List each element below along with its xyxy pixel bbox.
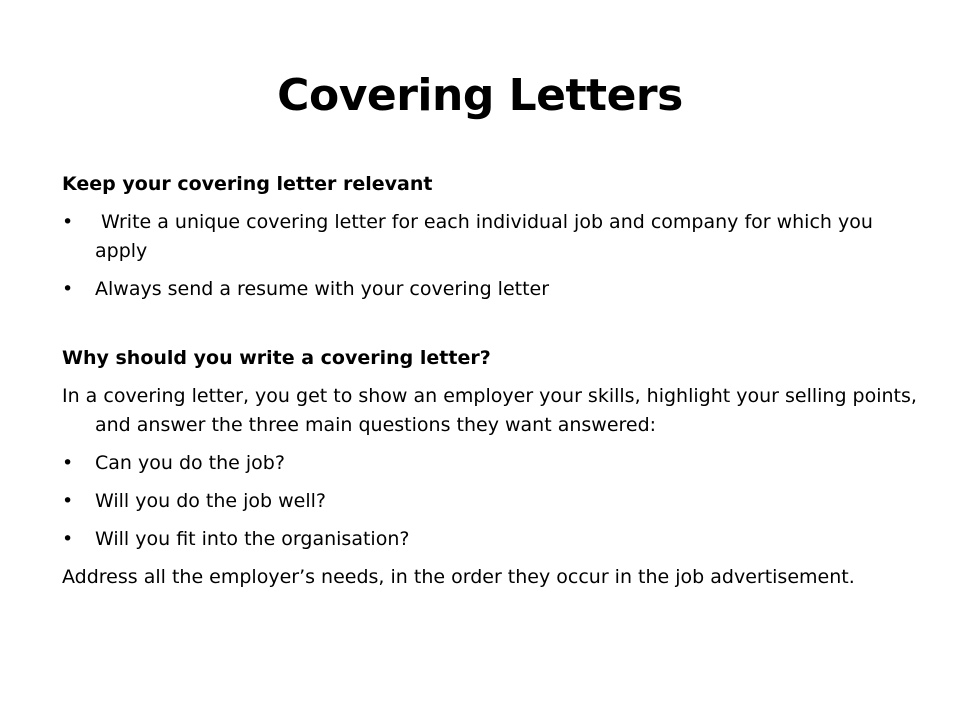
bullet-icon: • bbox=[62, 452, 74, 474]
bullet-text: Write a unique covering letter for each individual job and company for which you apply bbox=[95, 211, 879, 262]
bullet-icon: • bbox=[62, 528, 74, 550]
bullet-text: Will you fit into the organisation? bbox=[95, 528, 410, 550]
bullet-item bbox=[62, 208, 922, 266]
bullet-icon: • bbox=[62, 211, 74, 233]
bullet-text: Will you do the job well? bbox=[95, 490, 327, 512]
bullet-item bbox=[62, 449, 922, 478]
slide-body bbox=[62, 170, 922, 601]
intro-paragraph: In a covering letter, you get to show an employer your skills, highlight your selling points, and answer the three main questions they want answered: bbox=[62, 385, 917, 436]
slide-title: Covering Letters bbox=[277, 70, 683, 121]
bullet-icon: • bbox=[62, 490, 74, 512]
section-heading-why: Why should you write a covering letter? bbox=[62, 347, 491, 369]
bullet-item bbox=[62, 275, 922, 304]
bullet-item bbox=[62, 525, 922, 554]
spacer bbox=[62, 313, 922, 344]
bullet-text: Can you do the job? bbox=[95, 452, 285, 474]
bullet-item bbox=[62, 487, 922, 516]
closing-paragraph: Address all the employer’s needs, in the order they occur in the job advertisement. bbox=[62, 566, 855, 588]
bullet-icon: • bbox=[62, 278, 74, 300]
bullet-text: Always send a resume with your covering letter bbox=[95, 278, 550, 300]
section-heading-relevant: Keep your covering letter relevant bbox=[62, 173, 433, 195]
